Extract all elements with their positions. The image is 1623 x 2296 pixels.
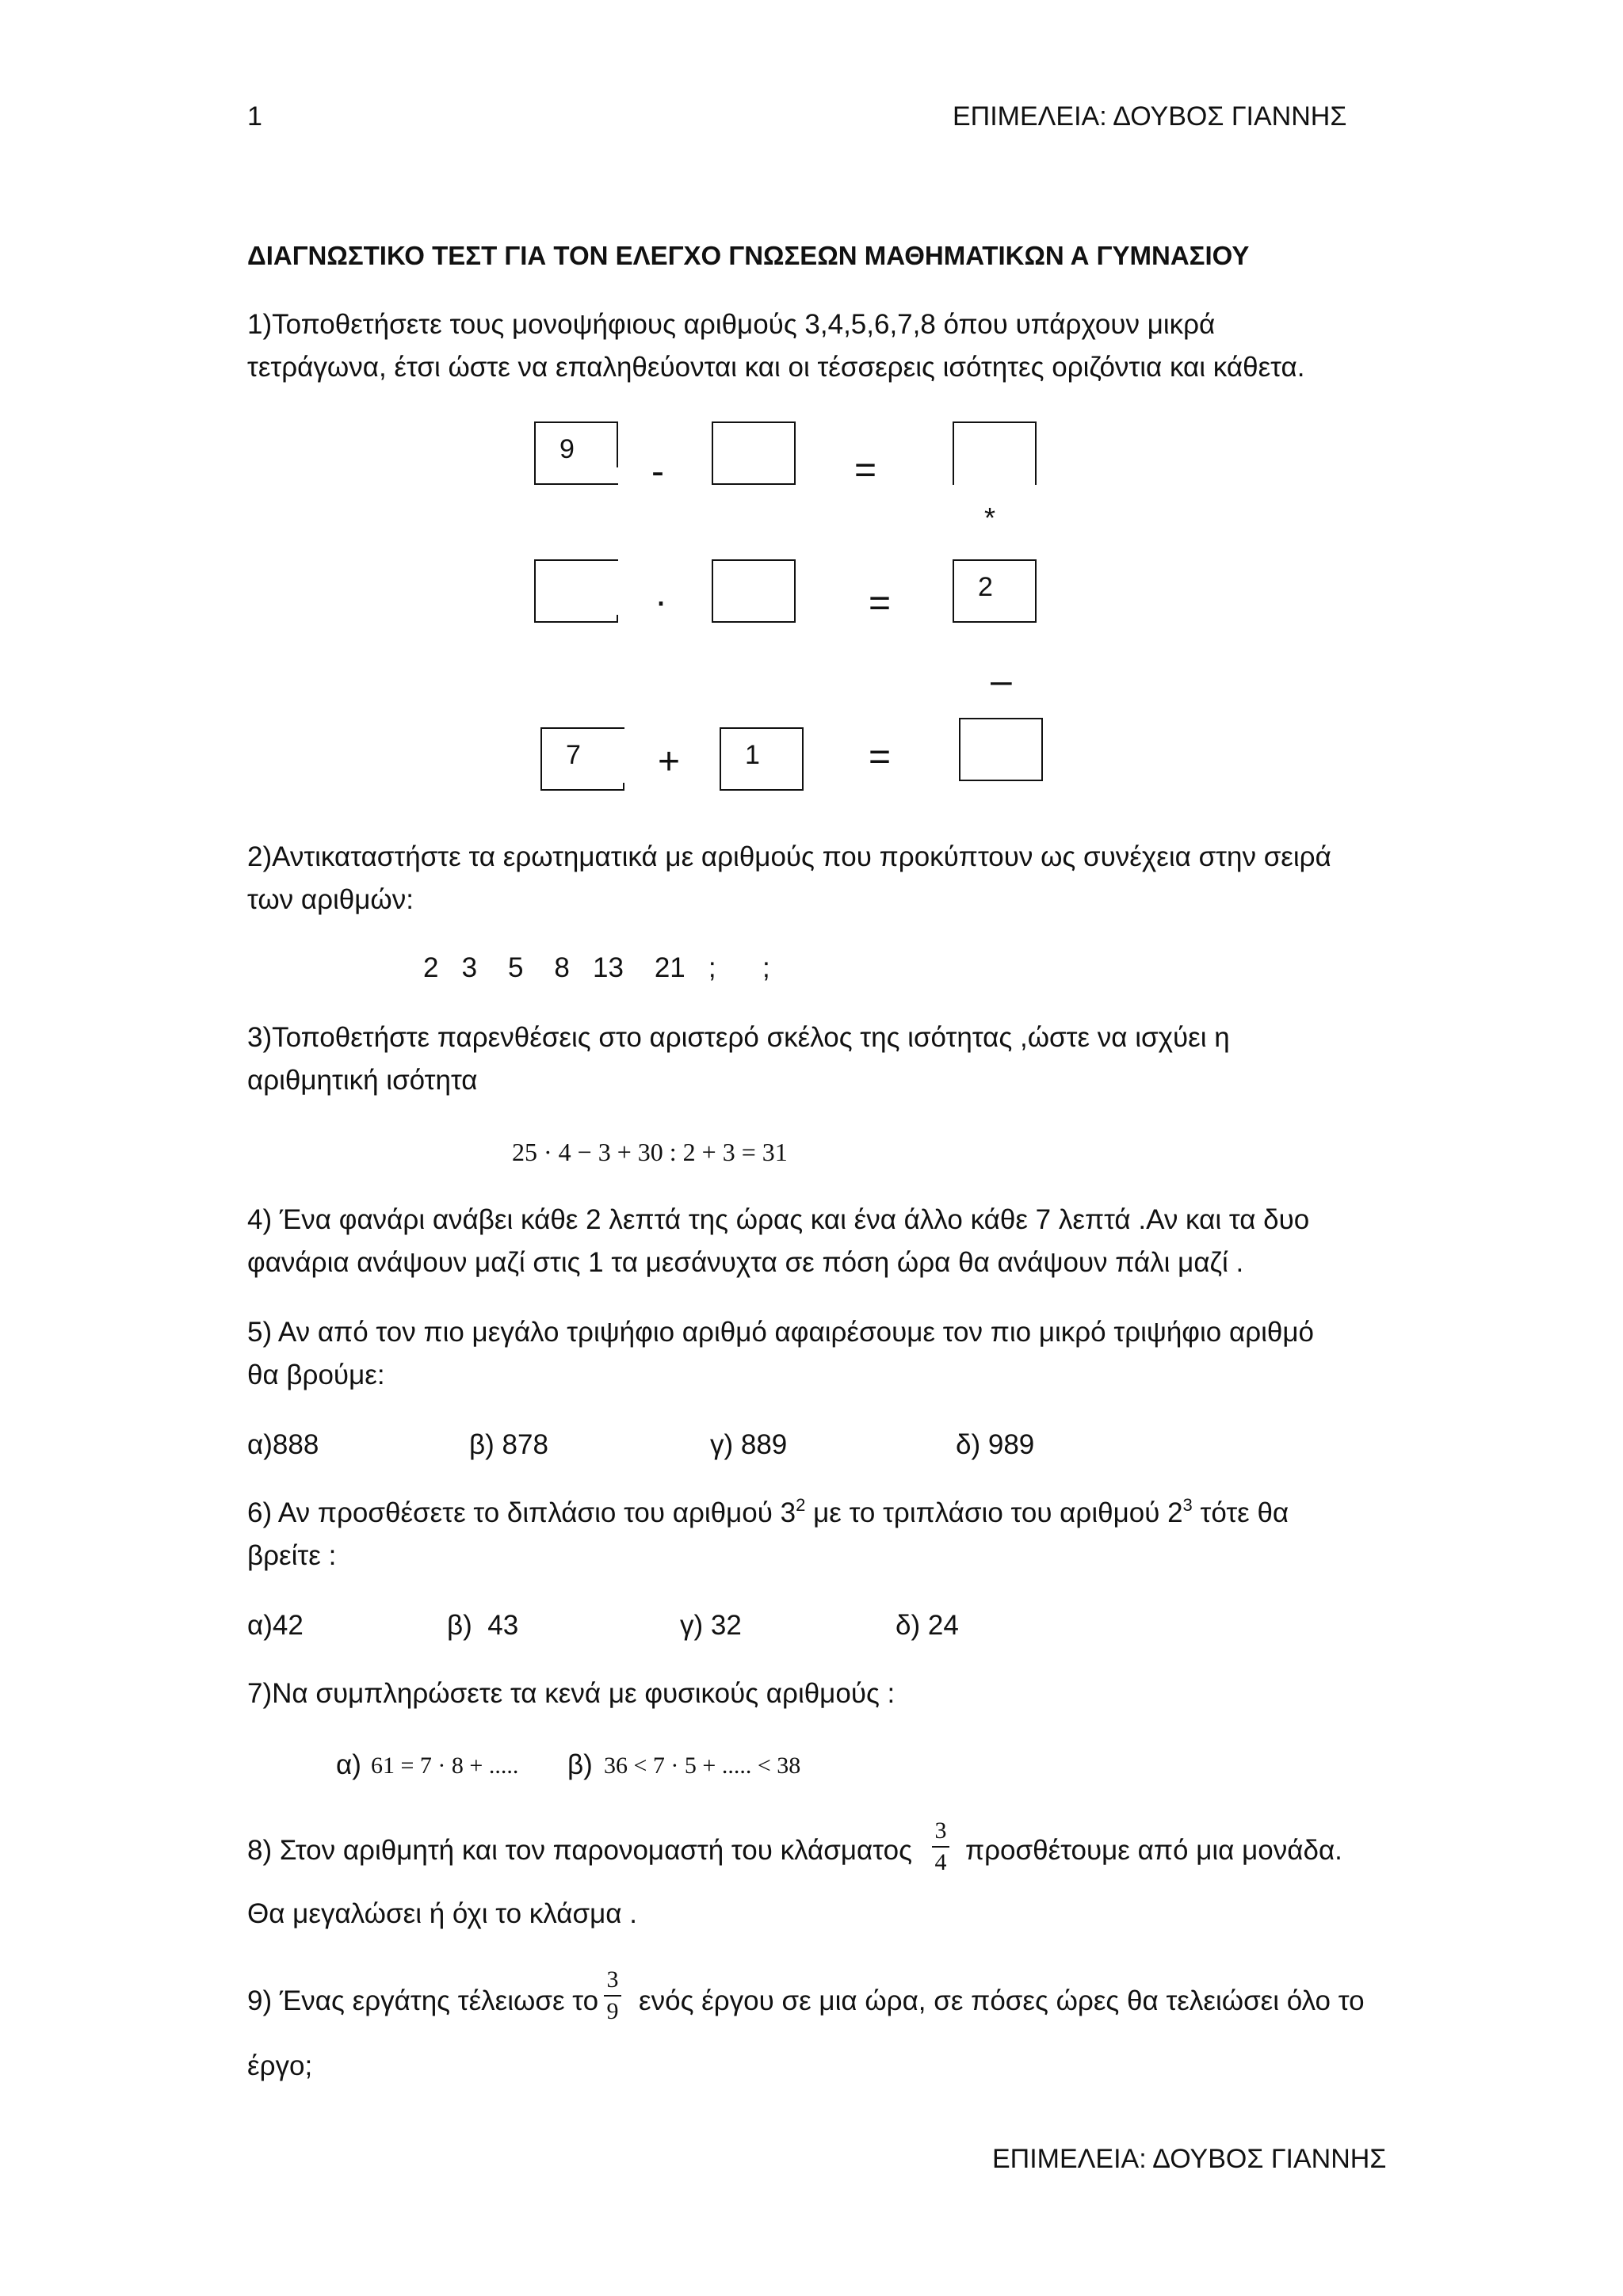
- question-8-line-1-start: 8) Στον αριθμητή και τον παρονομαστή του κλάσματος: [247, 1835, 912, 1866]
- page-title: ΔΙΑΓΝΩΣΤΙΚΟ ΤΕΣΤ ΓΙΑ ΤΟΝ ΕΛΕΓΧΟ ΓΝΩΣΕΩΝ ΜΑΘΗΜΑΤΙΚΩΝ Α ΓΥΜΝΑΣΙΟΥ: [247, 241, 1250, 270]
- q6-option-b: β) 43: [447, 1610, 519, 1641]
- question-5-line-2: θα βρούμε:: [247, 1360, 385, 1390]
- puzzle-eq-r1: =: [854, 449, 877, 491]
- question-3-line-1: 3)Τοποθετήστε παρενθέσεις στο αριστερό σκέλος της ισότητας ,ώστε να ισχύει η: [247, 1022, 1230, 1053]
- footer-author: ΕΠΙΜΕΛΕΙΑ: ΔΟΥΒΟΣ ΓΙΑΝΝΗΣ: [992, 2144, 1387, 2174]
- fraction-3-4: 3 4: [932, 1817, 949, 1876]
- puzzle-eq-r2: =: [869, 582, 892, 624]
- question-8-line-2: Θα μεγαλώσει ή όχι το κλάσμα .: [247, 1898, 637, 1929]
- question-7-line-1: 7)Να συμπληρώσετε τα κενά με φυσικούς αριθμούς :: [247, 1678, 896, 1709]
- puzzle-box-r3c3: [959, 718, 1043, 781]
- question-1-line-2: τετράγωνα, έτσι ώστε να επαληθεύονται και οι τέσσερεις ισότητες οριζόντια και κάθετα.: [247, 352, 1305, 383]
- puzzle-box-r3c2: 1: [720, 727, 804, 791]
- q5-option-d: δ) 989: [956, 1429, 1035, 1460]
- puzzle-eq-r3: =: [869, 736, 892, 778]
- puzzle-box-r2c3: 2: [953, 559, 1037, 623]
- q7-part-b-label: β): [567, 1749, 593, 1780]
- question-8-line-1-end: προσθέτουμε από μια μονάδα.: [965, 1835, 1342, 1866]
- question-9-line-1-start: 9) Ένας εργάτης τέλειωσε το: [247, 1985, 599, 2016]
- puzzle-box-r2c2: [712, 559, 796, 623]
- question-6-line-2: βρείτε :: [247, 1540, 337, 1571]
- question-6-line-1: 6) Αν προσθέσετε το διπλάσιο του αριθμού $3^2$ με το τριπλάσιο του αριθμού $2^3$ τότε θα: [247, 1495, 1289, 1528]
- puzzle-box-r3c1: 7: [540, 727, 624, 791]
- arithmetic-equation: 25 · 4 − 3 + 30 : 2 + 3 = 31: [512, 1138, 788, 1166]
- puzzle-box-r2c1: [534, 559, 618, 623]
- question-3-line-2: αριθμητική ισότητα: [247, 1065, 478, 1096]
- q6-option-a: α)42: [247, 1610, 304, 1641]
- question-4-line-1: 4) Ένα φανάρι ανάβει κάθε 2 λεπτά της ώρας και ένα άλλο κάθε 7 λεπτά .Αν και τα δυο: [247, 1204, 1310, 1235]
- puzzle-minus: –: [991, 660, 1012, 702]
- q5-option-c: γ) 889: [710, 1429, 788, 1460]
- question-2-line-1: 2)Αντικαταστήστε τα ερωτηματικά με αριθμούς που προκύπτουν ως συνέχεια στην σειρά: [247, 841, 1331, 872]
- puzzle-star: *: [984, 502, 996, 534]
- question-9-line-2: έργο;: [247, 2050, 313, 2081]
- page-number: 1: [247, 101, 262, 132]
- q6-option-d: δ) 24: [896, 1610, 959, 1641]
- question-9-line-1-end: ενός έργου σε μια ώρα, σε πόσες ώρες θα τελειώσει όλο το: [639, 1985, 1365, 2016]
- q5-option-a: α)888: [247, 1429, 319, 1460]
- exponent-1: 2: [796, 1495, 806, 1515]
- question-1-line-1: 1)Τοποθετήσετε τους μονοψήφιους αριθμούς 3,4,5,6,7,8 όπου υπάρχουν μικρά: [247, 309, 1216, 340]
- q7-part-b-expression: 36 < 7 · 5 + ..... < 38: [604, 1753, 801, 1779]
- q7-part-a-expression: 61 = 7 · 8 + .....: [371, 1753, 519, 1779]
- q6-option-c: γ) 32: [680, 1610, 742, 1641]
- puzzle-op-r3: +: [658, 741, 681, 783]
- puzzle-box-r1c1: 9: [534, 421, 618, 485]
- exponent-2: 3: [1182, 1495, 1193, 1515]
- header-author: ΕΠΙΜΕΛΕΙΑ: ΔΟΥΒΟΣ ΓΙΑΝΝΗΣ: [953, 101, 1347, 132]
- question-2-line-2: των αριθμών:: [247, 884, 414, 915]
- puzzle-op-r1: -: [651, 451, 664, 493]
- number-sequence: 2 3 5 8 13 21 ; ;: [423, 952, 770, 983]
- puzzle-box-r1c2: [712, 421, 796, 485]
- question-5-line-1: 5) Αν από τον πιο μεγάλο τριψήφιο αριθμό αφαιρέσουμε τον πιο μικρό τριψήφιο αριθμό: [247, 1317, 1314, 1348]
- puzzle-op-r2: ·: [655, 581, 667, 623]
- q5-option-b: β) 878: [469, 1429, 548, 1460]
- q7-part-a-label: α): [336, 1749, 361, 1780]
- question-4-line-2: φανάρια ανάψουν μαζί στις 1 τα μεσάνυχτα σε πόση ώρα θα ανάψουν πάλι μαζί .: [247, 1247, 1244, 1278]
- puzzle-box-r1c3: [953, 421, 1037, 485]
- fraction-3-9: 3 9: [604, 1966, 621, 2025]
